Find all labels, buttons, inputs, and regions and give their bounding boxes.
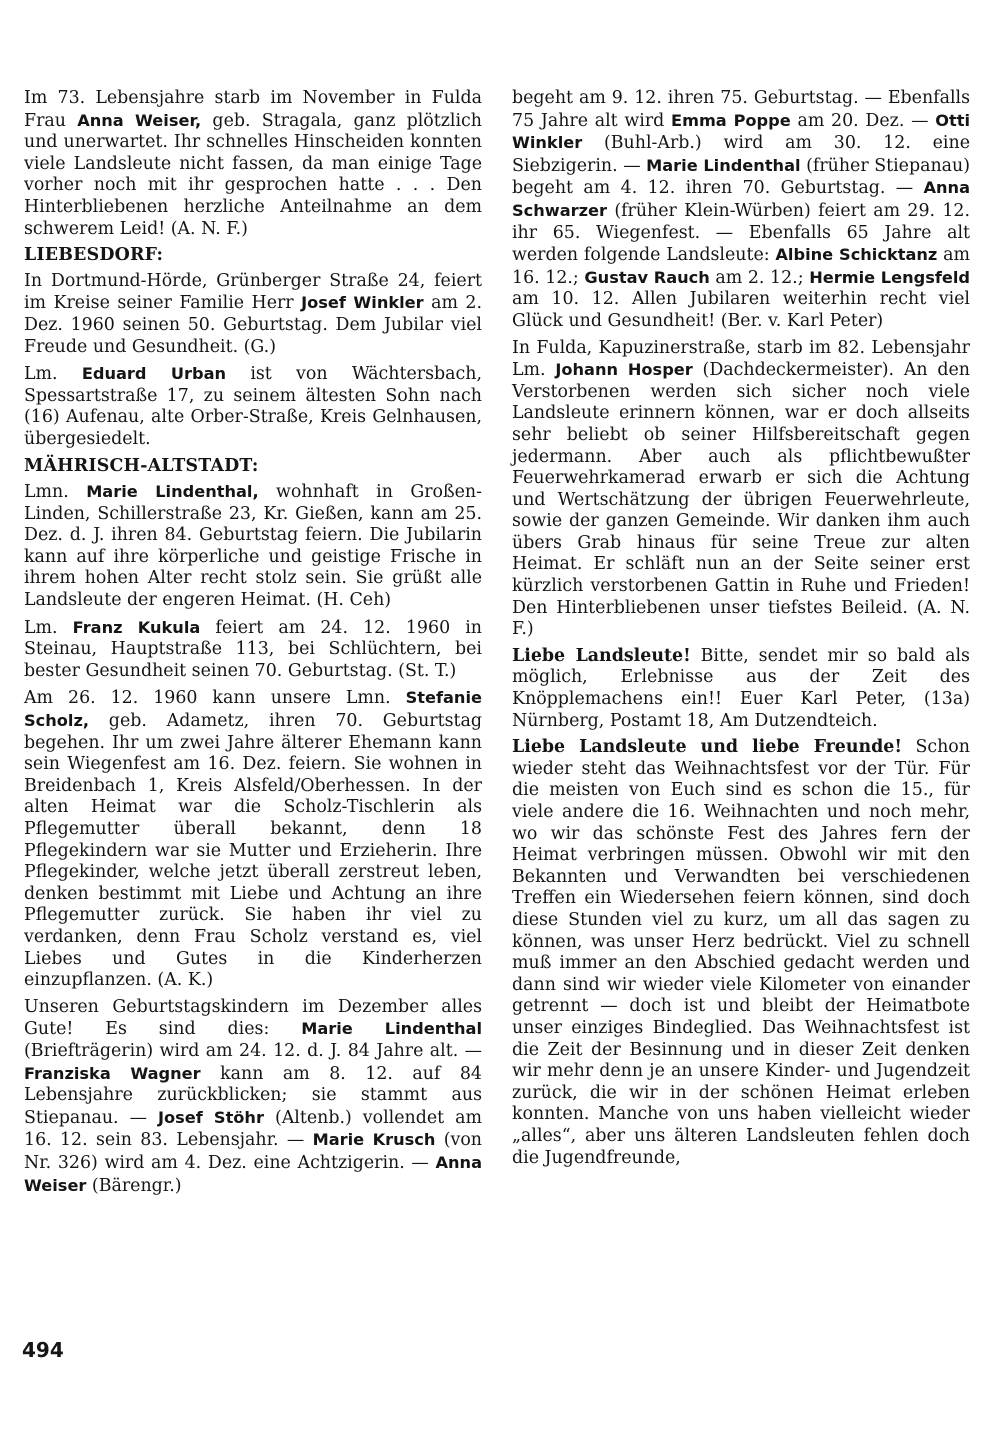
notice-eduard-urban: Lm. Eduard Urban ist von Wächtersbach, Spessartstraße 17, zu seinem ältesten Sohn nach (16) Aufenau, alte Orber-Straße, Kreis Gelnhausen, übergesiedelt. (24, 364, 482, 449)
birthday-josef-winkler: In Dortmund-Hörde, Grünberger Straße 24, feiert im Kreise seiner Familie Herr Josef Winkler am 2. Dez. 1960 seinen 50. Geburtstag. Dem Jubilar viel Freude und Gesundheit. (G.) (24, 270, 482, 357)
obituary-anna-weiser: Im 73. Lebensjahre starb im November in Fulda Frau Anna Weiser, geb. Stragala, ganz plötzlich und unerwartet. Ihr schnelles Hinscheiden konnten viele Landsleute nicht fassen, da man einige Tage vorher noch mit ihr gesprochen hatte . . . Den Hinterbliebenen herzliche Anteilnahme an dem schwerem Leid! (A. N. F.) (24, 88, 482, 239)
birthday-stefanie-scholz: Am 26. 12. 1960 kann unsere Lmn. Stefanie Scholz, geb. Adametz, ihren 70. Geburtstag begehen. Ihr um zwei Jahre älterer Ehemann kann sein Wiegenfest am 16. Dez. feiern. Sie wohnen in Breidenbach 1, Kreis Alsfeld/Oberhessen. In der alten Heimat war die Scholz-Tischlerin als Pflegemutter überall bekannt, denn 18 Pflegekindern war sie Mutter und Erzieherin. Ihre Pflegekinder, welche jetzt überall zerstreut leben, denken bestimmt mit Liebe und Achtung an ihre Pflegemutter zurück. Sie haben ihr viel zu verdanken, denn Frau Scholz verstand es, viel Liebes und Gutes in die Kinderherzen einzupflanzen. (A. K.) (24, 688, 482, 991)
birthday-franz-kukula: Lm. Franz Kukula feiert am 24. 12. 1960 in Steinau, Hauptstraße 113, bei Schlüchtern, bei bester Gesundheit seinen 70. Geburtstag. (St. T.) (24, 617, 482, 681)
obituary-johann-hosper: In Fulda, Kapuzinerstraße, starb im 82. Lebensjahr Lm. Johann Hosper (Dachdeckermeister). An den Verstorbenen werden sich sicher noch viele Landsleute erinnern können, war er doch allseits sehr beliebt ob seiner Hilfsbereitschaft gegen jedermann. Aber auch als pflichtbewußter Feuerwehrkamerad erwarb er sich die Achtung und Wertschätzung der übrigen Feuerwehrleute, sowie der ganzen Gemeinde. Wir danken ihm auch übers Grab hinaus für seine Treue zur alten Heimat. Er schläft nun an der Seite seiner erst kürzlich verstorbenen Gattin in Ruhe und Frieden! Den Hinterbliebenen unser tiefstes Beileid. (A. N. F.) (512, 337, 970, 640)
december-birthdays-list: Unseren Geburtstagskindern im Dezember alles Gute! Es sind dies: Marie Lindenthal (Briefträgerin) wird am 24. 12. d. J. 84 Jahre alt. — Franziska Wagner kann am 8. 12. auf 84 Lebensjahre zurückblicken; sie stammt aus Stiepanau. — Josef Stöhr (Altenb.) vollendet am 16. 12. sein 83. Lebensjahr. — Marie Krusch (von Nr. 326) wird am 4. Dez. eine Achtzigerin. — Anna Weiser (Bärengr.) (24, 996, 483, 1196)
left-column (24, 88, 482, 1202)
christmas-letter: Liebe Landsleute und liebe Freunde! Schon wieder steht das Weihnachtsfest vor der Tür. Für die meisten von Euch sind es schon die 15., für viele andere die 16. Weihnachten und noch mehr, wo wir das schönste Fest des Jahres fern der Heimat verbringen müssen. Obwohl wir mit den Bekannten und Verwandten bei verschiedenen Treffen ein Wiedersehen feiern können, sind doch diese Stunden viel zu kurz, um all das sagen zu können, was unser Herz bedrückt. Viel zu schnell muß immer an den Abschied gedacht werden und dann sind wir wieder viele Kilometer von einander getrennt — doch ist und bleibt der Heimatbote unser einziges Bindeglied. Das Weihnachtsfest ist die Zeit der Besinnung und in dieser Zeit denken wir mehr denn je an unsere Kinder- und Jugendzeit zurück, die wir in der schönen Heimat erleben konnten. Manche von uns haben vielleicht wieder „alles“, aber uns älteren Landsleuten fehlen doch die Jugendfreunde, (512, 737, 970, 1168)
appeal-knoepplemachen: Liebe Landsleute! Bitte, sendet mir so bald als möglich, Erlebnisse aus der Zeit des Knöpplemachens ein!! Euer Karl Peter, (13a) Nürnberg, Postamt 18, Am Dutzendteich. (512, 645, 970, 731)
section-heading-maehrisch-altstadt: MÄHRISCH-ALTSTADT: (24, 455, 259, 476)
birthday-marie-lindenthal: Lmn. Marie Lindenthal, wohnhaft in Großen-Linden, Schillerstraße 23, Kr. Gießen, kann am 25. Dez. d. J. ihren 84. Geburtstag feiern. Die Jubilarin kann auf ihre körperliche und geistige Frische in ihrem hohen Alter recht stolz sein. Sie grüßt alle Landsleute der engeren Heimat. (H. Ceh) (24, 482, 482, 611)
december-birthdays-continued: begeht am 9. 12. ihren 75. Geburtstag. — Ebenfalls 75 Jahre alt wird Emma Poppe am 20. Dez. — Otti Winkler (Buhl-Arb.) wird am 30. 12. eine Siebzigerin. — Marie Lindenthal (früher Stiepanau) begeht am 4. 12. ihren 70. Geburtstag. — Anna Schwarzer (früher Klein-Würben) feiert am 29. 12. ihr 65. Wiegenfest. — Ebenfalls 65 Jahre alt werden folgende Landsleute: Albine Schicktanz am 16. 12.; Gustav Rauch am 2. 12.; Hermie Lengsfeld am 10. 12. Allen Jubilaren weiterhin recht viel Glück und Gesundheit! (Ber. v. Karl Peter) (512, 88, 971, 331)
page-number: 494 (22, 1338, 64, 1362)
section-heading-liebesdorf: LIEBESDORF: (24, 245, 164, 266)
right-column (512, 88, 970, 1174)
